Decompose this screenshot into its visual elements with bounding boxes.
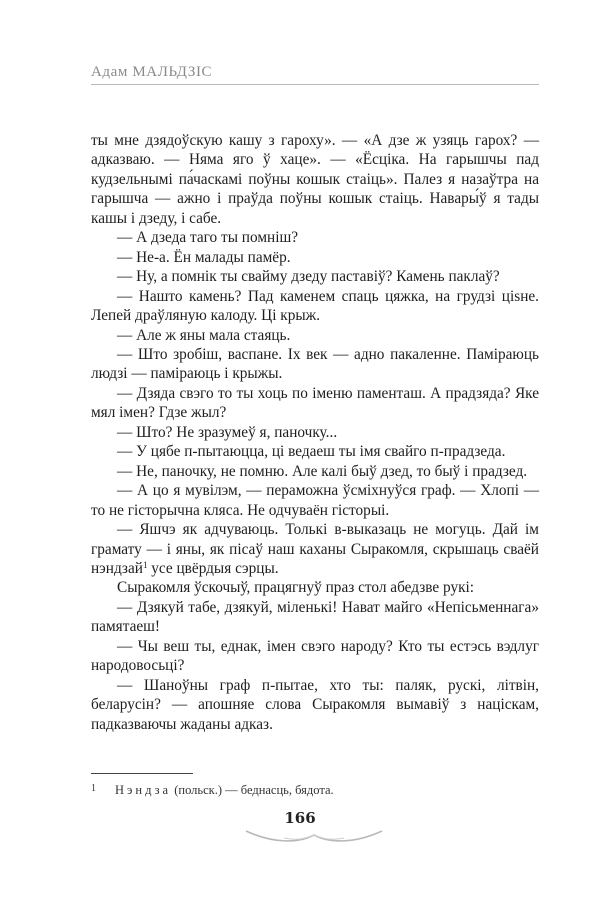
- paragraph: — Не, паночку, не помню. Але калі быў дзед, то быў і прадзед.: [117, 462, 528, 480]
- paragraph: — Нашто камень? Пад каменем спаць цяжка, на грудзі ціsне. Лепей драўляную калоду. Ці крыж.: [91, 287, 539, 325]
- paragraph: — А цо я мувілэм, — пераможна ўсміхнуўся граф. — Хлопі — то не гісторычна кляса. Не одчуваён гісторыі.: [91, 482, 539, 519]
- paragraph: — А дзеда таго ты помніш?: [117, 229, 299, 247]
- paragraph-text: — Яшчэ як адчуваюць. Толькі в-выказаць не могуць. Дай ім грамату — і яны, як пісаў наш каханы Сыракомля, скрышаць сваёй нэндзай: [91, 521, 539, 577]
- page-number: 166: [284, 809, 316, 827]
- paragraph: — Але ж яны мала стаяць.: [117, 326, 291, 344]
- paragraph: — Шаноўны граф п-пытае, хто ты: паляк, рускі, літвін, беларусін? — апошняе слова Сыракомля вымавіў з націскам, падказваючы жаданы адказ.: [91, 676, 539, 733]
- paragraph: — Дзяда свэго то ты хоць по іменю паменташ. А прадзяда? Яке мял імен? Гдзе жыл?: [91, 384, 539, 422]
- paragraph: — Дзякуй табе, дзякуй, міленькі! Нават майго «Непісьменнага» памятаеш!: [91, 598, 539, 636]
- paragraph: — У цябе п-пытаюцца, ці ведаеш ты імя свайго п-прадзеда.: [117, 443, 506, 461]
- header-divider: [91, 84, 539, 85]
- author-last-name: МАЛЬДЗІС: [132, 64, 213, 80]
- paragraph: [91, 520, 539, 578]
- body-text: [91, 131, 539, 734]
- paragraph: — Што? Не зразумеў я, паночку...: [117, 423, 338, 441]
- paragraph: — Ну, а помнік ты свайму дзеду паставіў? Камень паклаў?: [117, 268, 500, 286]
- paragraph: — Чы веш ты, еднак, імен свэго народу? Кто ты естэсь вэдлуг народовосьці?: [91, 637, 539, 675]
- page-ornament: [244, 826, 384, 844]
- paragraph: Сыракомля ўскочыў, працягнуў праз стол абедзве рукі:: [117, 579, 475, 597]
- paragraph: ты мне дзядоўскую кашу з гароху». — «А дзе ж узяць гарох? — адказваю. — Няма яго ў хаце». — «Ёсціка. На гарышчы пад кудзельнымі па́часкамі поўны кошык стаіць». Палез я назаўтра на гарышча — ажно і праўда поўны кошык стаіць. Навары́ў я тады кашы і дзеду, і сабе.: [91, 132, 539, 227]
- running-head: [91, 64, 212, 81]
- paragraph-text: усе цвёрдыя сэрцы.: [147, 559, 279, 577]
- author-first-name: Адам: [91, 64, 129, 80]
- footnote-term: Нэндза: [115, 783, 172, 797]
- footnote-reference: 1: [142, 559, 148, 570]
- paragraph: — Не-а. Ён малады памёр.: [117, 248, 291, 266]
- footnote: [91, 781, 539, 798]
- footnote-definition: (польск.) — беднасць, бядота.: [171, 783, 334, 797]
- footnote-mark: 1: [91, 783, 96, 794]
- footnote-divider: [91, 773, 193, 774]
- paragraph: — Што зробіш, васпане. Іх век — адно пакаленне. Паміраюць людзі — паміраюць і крыжы.: [91, 345, 539, 383]
